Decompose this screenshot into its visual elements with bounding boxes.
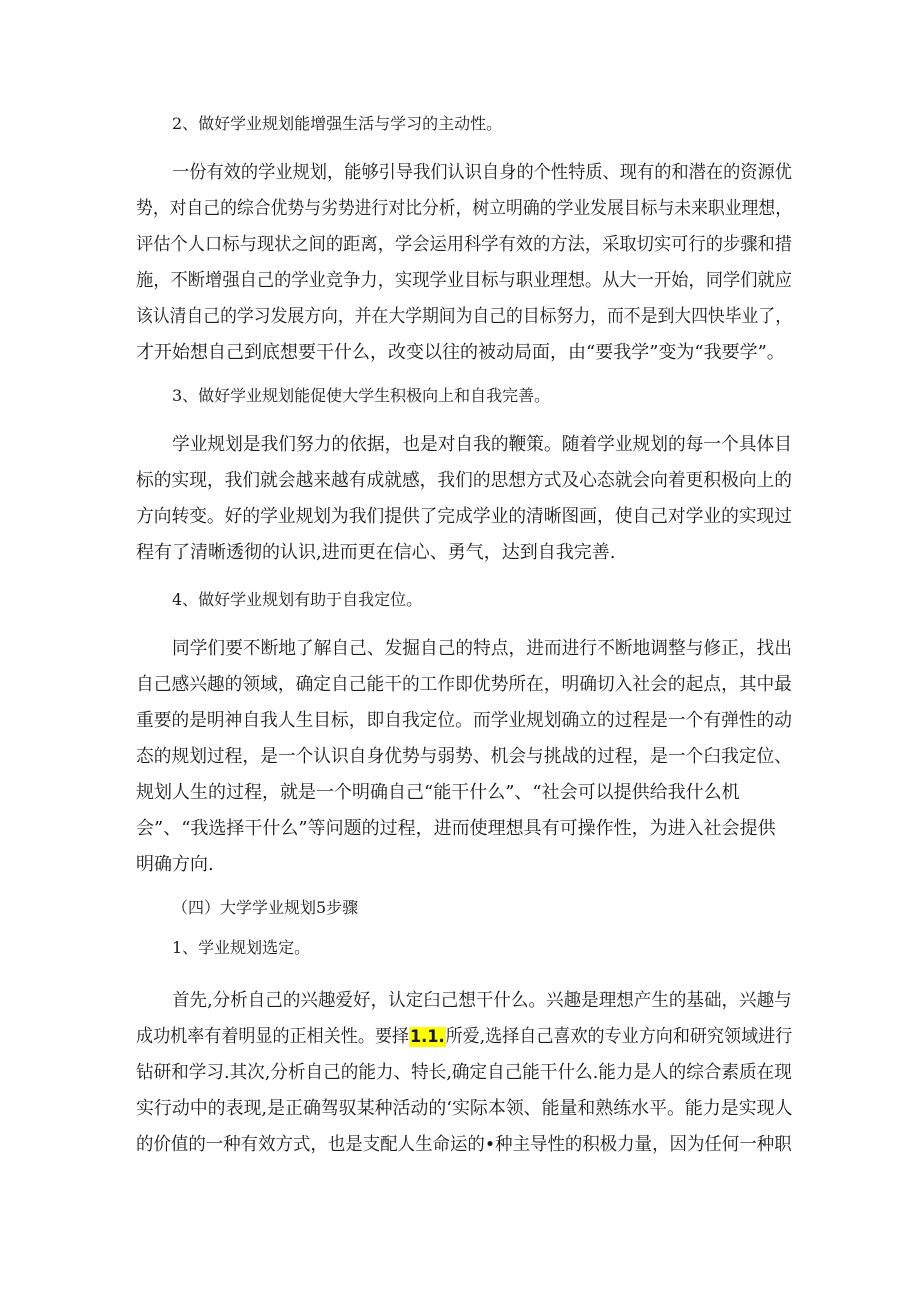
section-heading-3: 3、做好学业规划能促使大学生积极向上和自我完善。 xyxy=(172,386,551,405)
paragraph-line: 该认清自己的学习发展方向，并在大学期间为自己的目标努力，而不是到大四快毕业了， xyxy=(136,306,793,327)
paragraph-line: 程有了清晰透彻的认识,进而更在信心、勇气，达到自我完善. xyxy=(136,542,616,563)
paragraph-line: 施，不断增强自己的学业竞争力，实现学业目标与职业理想。从大一开始，同学们就应 xyxy=(136,270,793,291)
paragraph-line: 势，对自己的综合优势与劣势进行对比分析，树立明确的学业发展目标与未来职业理想， xyxy=(136,198,793,219)
paragraph-line: 标的实现，我们就会越来越有成就感，我们的思想方式及心态就会向着更积极向上的 xyxy=(136,470,793,491)
part-heading: （四）大学学业规划5步骤 xyxy=(172,898,359,917)
paragraph-line: 方向转变。好的学业规划为我们提供了完成学业的清晰图画，使自己对学业的实现过 xyxy=(136,506,793,527)
paragraph-line: 重要的是明神自我人生目标，即自我定位。而学业规划确立的过程是一个有弹性的动 xyxy=(136,710,793,731)
paragraph-line: 学业规划是我们努力的依据，也是对自我的鞭策。随着学业规划的每一个具体目 xyxy=(172,434,792,455)
paragraph-line: 的价值的一种有效方式，也是支配人生命运的•种主导性的积极力量，因为任何一种职 xyxy=(136,1134,792,1155)
paragraph-line: 钻研和学习.其次,分析自己的能力、特长,确定自己能干什么.能力是人的综合素质在现 xyxy=(136,1062,792,1083)
text-after-highlight: 所爱,选择自己喜欢的专业方向和研究领域进行 xyxy=(445,1026,793,1047)
section-heading-4: 4、做好学业规划有助于自我定位。 xyxy=(172,590,423,609)
paragraph-line: 会”、“我选择干什么”等问题的过程，进而使理想具有可操作性，为进入社会提供 xyxy=(136,818,776,839)
paragraph-line: 同学们要不断地了解自己、发掘自己的特点，进而进行不断地调整与修正，找出 xyxy=(172,638,792,659)
section-heading-2: 2、做好学业规划能增强生活与学习的主动性。 xyxy=(172,114,503,133)
step-heading-1: 1、学业规划选定。 xyxy=(172,938,311,957)
paragraph-line: 态的规划过程，是一个认识自身优势与弱势、机会与挑战的过程，是一个臼我定位、 xyxy=(136,746,793,767)
paragraph-line: 规划人生的过程，就是一个明确自己“能干什么”、“社会可以提供给我什么机 xyxy=(136,782,740,803)
paragraph-line: 自己感兴趣的领域，确定自己能干的工作即优势所在，明确切入社会的起点，其中最 xyxy=(136,674,793,695)
paragraph-line: 评估个人口标与现状之间的距离，学会运用科学有效的方法，采取切实可行的步骤和措 xyxy=(136,234,793,255)
paragraph-line-with-highlight xyxy=(136,1024,792,1050)
paragraph-line: 首先,分析自己的兴趣爱好，认定臼己想干什么。兴趣是理想产生的基础，兴趣与 xyxy=(172,990,792,1011)
paragraph-line: 实行动中的表现,是正确驾驭某种活动的‘实际本领、能量和熟练水平。能力是实现人 xyxy=(136,1098,793,1119)
paragraph-line: 一份有效的学业规划，能够引导我们认识自身的个性特质、现有的和潜在的资源优 xyxy=(172,162,793,183)
paragraph-line: 明确方向. xyxy=(136,854,214,875)
highlighted-marker: 1.1. xyxy=(409,1027,445,1047)
paragraph-line: 才开始想自己到底想要干什么，改变以往的被动局面，由“要我学”变为“我要学”。 xyxy=(136,342,785,363)
text-before-highlight: 成功机率有着明显的正相关性。要择 xyxy=(136,1026,410,1047)
